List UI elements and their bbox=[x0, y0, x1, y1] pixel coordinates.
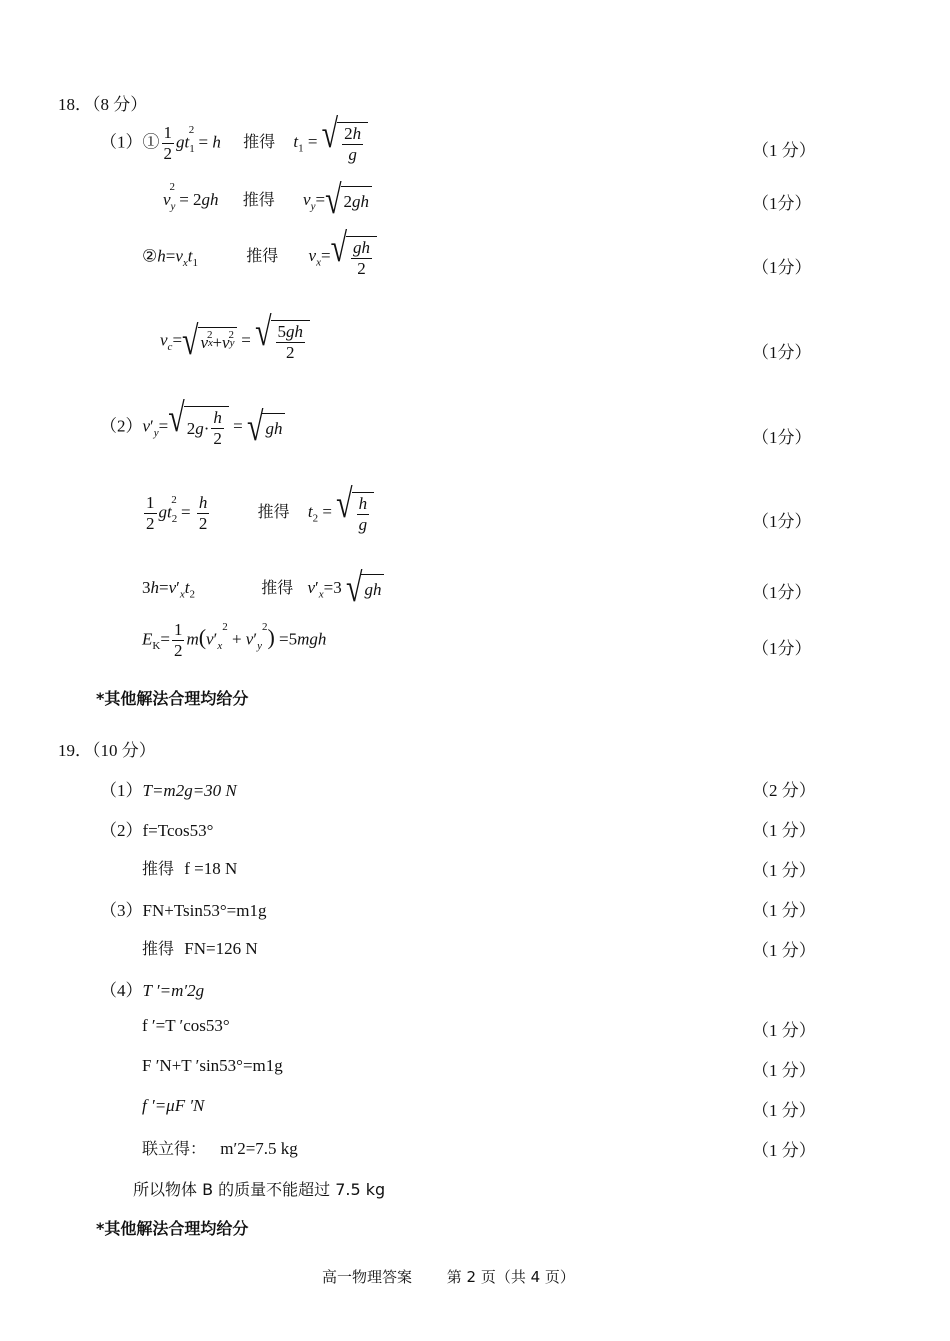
q18-eq1: （1）① $\frac{1}{2}$ $gt_1^2 = h$ 推得 $t_1$ = √ $\frac{2h}{g}$ bbox=[100, 122, 368, 165]
q18-eq4: $v_c=$ √ v x $^2$ + v y $^2$ = √ $\frac{5gh}{2}$ bbox=[160, 320, 310, 363]
q18-part2-label: （2） bbox=[100, 416, 143, 436]
q19-score-7: （1 分） bbox=[752, 1061, 816, 1080]
q19-line10: 联立得： m′2=7.5 kg bbox=[142, 1139, 298, 1158]
q19-line6: （4）T ′=m′2g bbox=[100, 981, 205, 1000]
q19-line8: F ′N+T ′sin53°=m1g bbox=[142, 1056, 283, 1075]
q18-score-3: （1分） bbox=[752, 258, 812, 277]
q18-eq2: $v_y^2 = 2gh$ 推得 $v_y=$ √ 2 gh bbox=[163, 186, 372, 216]
q18-score-4: （1分） bbox=[752, 343, 812, 362]
q19-score-4: （1 分） bbox=[752, 901, 816, 920]
q19-line9: f ′=μF ′N bbox=[142, 1096, 205, 1115]
q19-score-9: （1 分） bbox=[752, 1141, 816, 1160]
q19-score-6: （1 分） bbox=[752, 1021, 816, 1040]
q19-line2: （2）f=Tcos53° bbox=[100, 821, 214, 840]
q19-line1: （1）T=m2g=30 N bbox=[100, 781, 237, 800]
q19-conclusion: 所以物体 B 的质量不能超过 7.5 kg bbox=[133, 1180, 386, 1199]
q19-line7: f ′=T ′cos53° bbox=[142, 1016, 230, 1035]
q18-eq3: $②h=v_xt_1$ 推得 $v_x=$ √ $\frac{gh}{2}$ bbox=[142, 236, 377, 279]
q18-eq6: $\frac{1}{2}$ $gt_2^2$ = $\frac{h}{2}$ 推得 $t_2$ = √ $\frac{h}{g}$ bbox=[142, 492, 374, 535]
q19-line5: 推得 FN=126 N bbox=[142, 939, 258, 958]
q19-score-5: （1 分） bbox=[752, 941, 816, 960]
q18-score-7: （1分） bbox=[752, 583, 812, 602]
q18-score-8: （1分） bbox=[752, 639, 812, 658]
q18-part1-label: （1）① bbox=[100, 132, 160, 152]
q18-eq5: $(2)v'_y=$ √ 2 g · $\frac{h}{2}$ = √ gh bbox=[100, 406, 285, 449]
q19-score-3: （1 分） bbox=[752, 861, 816, 880]
page-footer: 高一物理答案 第 2 页（共 4 页） bbox=[322, 1268, 575, 1286]
q18-heading: 18．（8 分） bbox=[58, 95, 148, 114]
q18-score-5: （1分） bbox=[752, 428, 812, 447]
q18-score-1: （1 分） bbox=[752, 141, 816, 160]
q18-eq8: $E_K=$ $\frac{1}{2}$ $m(v'_x^2 + v'_y^2) =5mgh$ bbox=[142, 620, 327, 660]
q19-heading: 19．（10 分） bbox=[58, 741, 156, 760]
q19-score-2: （1 分） bbox=[752, 821, 816, 840]
q19-line4: （3）FN+Tsin53°=m1g bbox=[100, 901, 267, 920]
q19-score-8: （1 分） bbox=[752, 1101, 816, 1120]
q18-eq7: $3h=v'_xt_2$ 推得 $v'_x=3$ √ gh bbox=[142, 574, 384, 604]
q19-score-1: （2 分） bbox=[752, 781, 816, 800]
q18-score-2: （1分） bbox=[752, 194, 812, 213]
q19-line3: 推得 f =18 N bbox=[142, 859, 238, 878]
q19-note: *其他解法合理均给分 bbox=[96, 1219, 249, 1238]
q18-note: *其他解法合理均给分 bbox=[96, 689, 249, 708]
q18-score-6: （1分） bbox=[752, 512, 812, 531]
